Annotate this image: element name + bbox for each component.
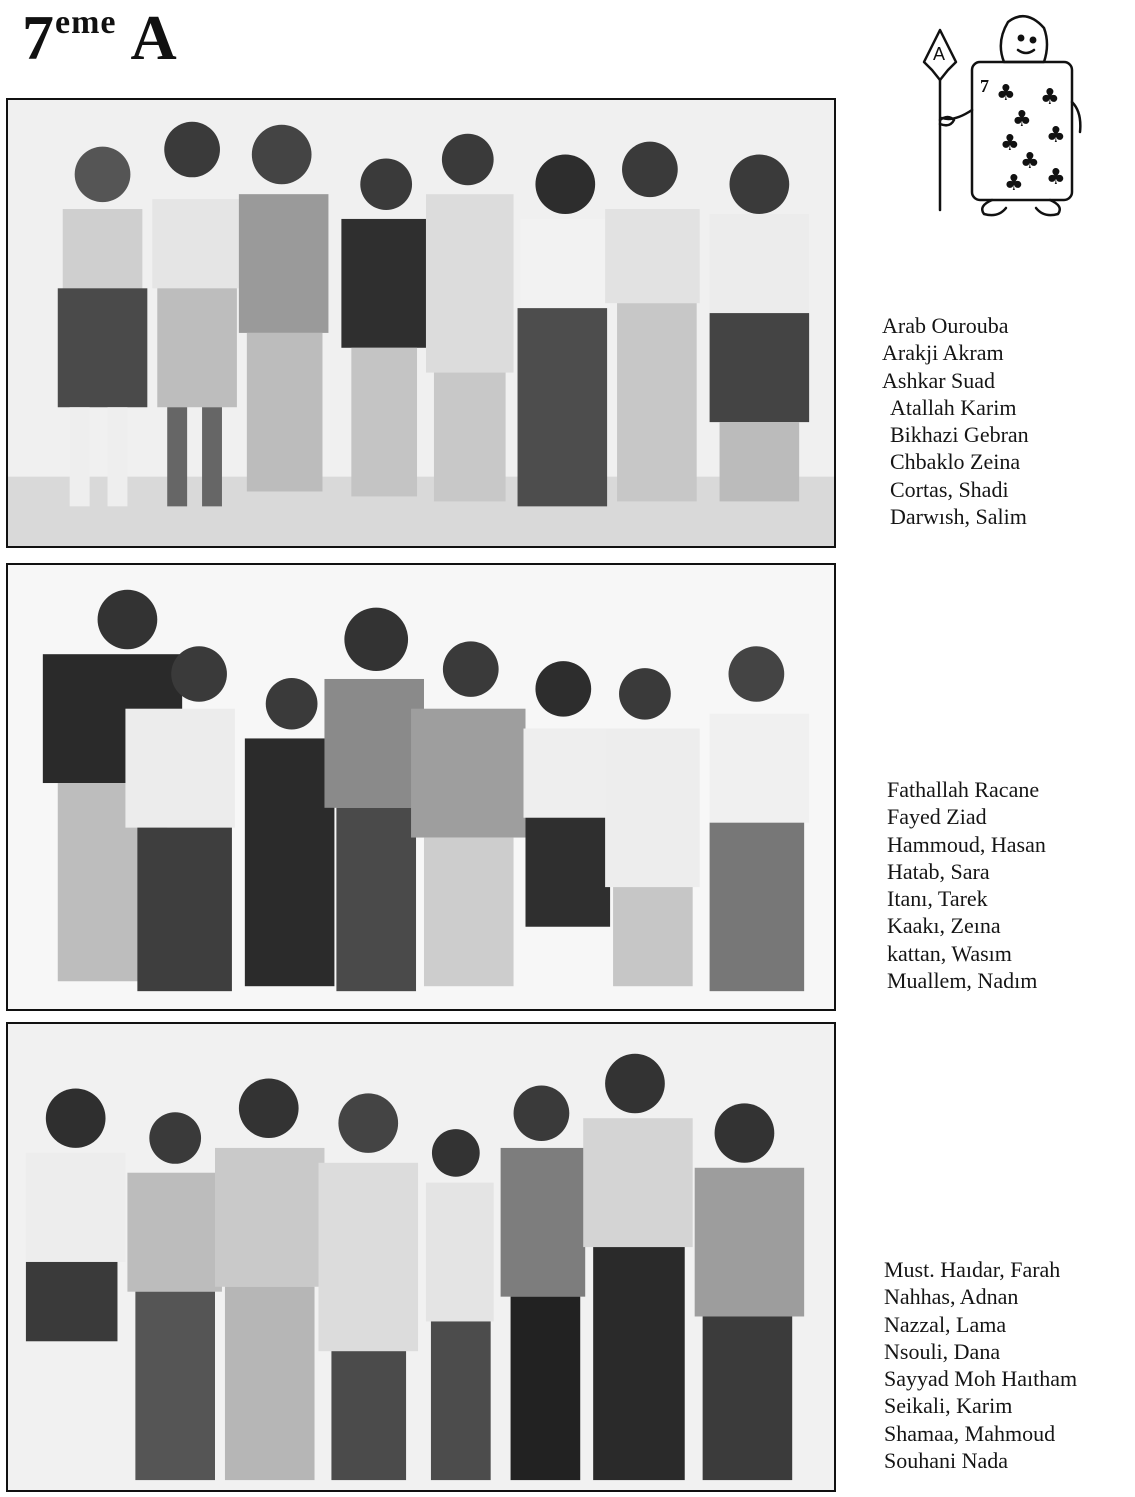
class-photo-1	[6, 98, 836, 548]
student-name: Nahhas, Adnan	[884, 1284, 1019, 1310]
student-name: Muallem, Nadım	[887, 968, 1038, 994]
student-name: Hatab, Sara	[887, 858, 990, 884]
page-title	[22, 0, 178, 87]
section-letter: A	[130, 2, 178, 73]
class-photo-3	[6, 1022, 836, 1492]
student-name: Chbaklo Zeina	[890, 449, 1021, 475]
student-name: Itanı, Tarek	[887, 886, 988, 912]
student-name: Bikhazi Gebran	[890, 422, 1029, 448]
student-name: Shamaa, Mahmoud	[884, 1420, 1056, 1446]
student-name: kattan, Wasım	[887, 940, 1012, 966]
card-number-label: 7	[980, 76, 989, 96]
student-name: Nazzal, Lama	[884, 1311, 1007, 1337]
class-photo-2	[6, 563, 836, 1011]
student-name: Nsouli, Dana	[884, 1338, 1001, 1364]
grade-superscript: eme	[55, 4, 117, 41]
grade-number: 7	[22, 2, 55, 73]
svg-text:♣: ♣	[1012, 107, 1032, 132]
svg-text:♣: ♣	[1046, 123, 1066, 148]
student-name: Sayyad Moh Haıtham	[884, 1366, 1078, 1392]
svg-text:♣: ♣	[1040, 85, 1060, 110]
student-name: Hammoud, Hasan	[887, 831, 1046, 857]
student-name: Arakji Akram	[882, 340, 1004, 366]
student-name: Darwısh, Salim	[890, 504, 1027, 530]
student-name: Ashkar Suad	[882, 367, 996, 393]
name-list-2	[887, 776, 1046, 994]
svg-text:♣: ♣	[1046, 165, 1066, 190]
student-name: Atallah Karim	[890, 394, 1017, 420]
student-name: Fayed Ziad	[887, 804, 987, 830]
student-name: Kaakı, Zeına	[887, 913, 1001, 939]
flag-letter: A	[933, 44, 946, 64]
playing-card-mascot-icon	[900, 10, 1100, 220]
name-list-1	[882, 312, 1029, 530]
student-name: Cortas, Shadi	[890, 476, 1009, 502]
svg-text:♣: ♣	[996, 81, 1016, 106]
student-name: Must. Haıdar, Farah	[884, 1257, 1061, 1282]
svg-text:♣: ♣	[1020, 149, 1040, 174]
student-name: Fathallah Racane	[887, 777, 1040, 802]
svg-text:♣: ♣	[1004, 171, 1024, 196]
student-name: Arab Ourouba	[882, 313, 1009, 338]
svg-text:♣: ♣	[1000, 131, 1020, 156]
student-name: Seikali, Karim	[884, 1393, 1013, 1419]
name-list-3	[884, 1256, 1077, 1474]
student-name: Souhani Nada	[884, 1448, 1009, 1474]
